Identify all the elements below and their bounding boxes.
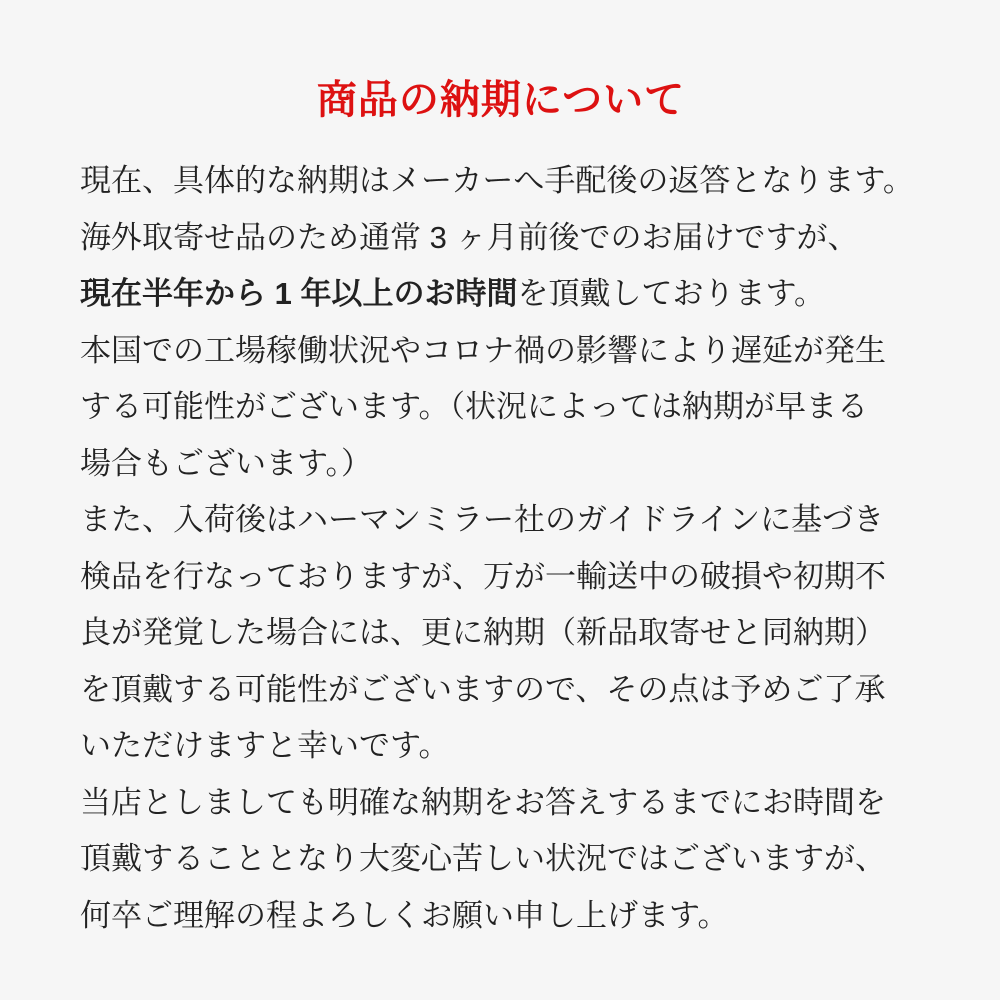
text-segment-bold: 現在半年から 1 年以上のお時間: [80, 276, 518, 311]
text-line: [80, 605, 922, 662]
text-segment: 良が発覚した場合には、更に納期（新品取寄せと同納期）: [80, 615, 886, 650]
text-line: [80, 492, 922, 549]
text-line: [80, 888, 922, 945]
text-segment: 本国での工場稼働状況やコロナ禍の影響により遅延が発生: [80, 332, 886, 368]
text-segment: 何卒ご理解の程よろしくお願い申し上げます。: [80, 897, 729, 933]
text-segment: 海外取寄せ品のため通常 3 ヶ月前後でのお届けですが、: [80, 219, 859, 255]
text-segment: 現在、具体的な納期はメーカーへ手配後の返答となります。: [80, 163, 914, 198]
text-line: [80, 266, 922, 323]
text-segment: また、入荷後はハーマンミラー社のガイドラインに基づき: [80, 502, 885, 537]
text-line: [80, 775, 922, 832]
text-segment: する可能性がございます。（状況によっては納期が早まる: [80, 389, 869, 424]
notice-body: [80, 153, 922, 944]
page-title: 商品の納期について: [316, 78, 686, 122]
text-segment: を頂戴しております。: [517, 276, 825, 311]
text-segment: 検品を行なっておりますが、万が一輸送中の破損や初期不: [80, 558, 886, 594]
text-line: [80, 323, 922, 380]
text-line: [80, 718, 922, 775]
text-segment: 場合もございます。）: [80, 445, 373, 481]
text-line: [80, 549, 922, 606]
text-segment: 当店としましても明確な納期をお答えするまでにお時間を: [80, 784, 886, 820]
text-segment: を頂戴する可能性がございますので、その点は予めご了承: [80, 671, 886, 707]
text-line: [80, 662, 922, 719]
text-line: [80, 831, 922, 888]
text-line: [80, 210, 922, 267]
text-line: [80, 153, 922, 210]
text-line: [80, 379, 922, 436]
text-line: [80, 436, 922, 493]
text-segment: いただけますと幸いです。: [80, 728, 450, 763]
text-segment: 頂戴することとなり大変心苦しい状況ではございますが、: [80, 841, 886, 876]
